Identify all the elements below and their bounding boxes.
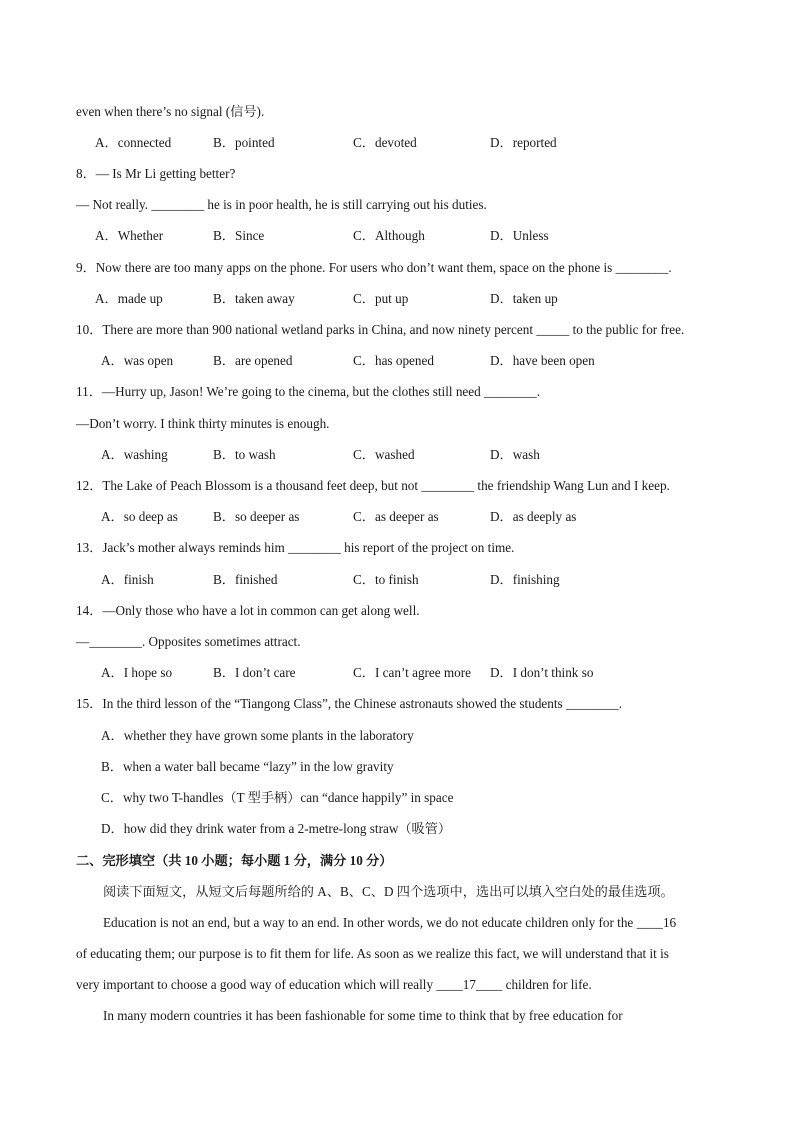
option-c: C．I can’t agree more <box>353 665 472 680</box>
option-b: B．pointed <box>213 135 275 150</box>
option-d: D．I don’t think so <box>490 665 594 680</box>
section-2-instruction: 阅读下面短文，从短文后每题所给的 A、B、C、D 四个选项中，选出可以填入空白处的最佳选项。 <box>103 884 674 899</box>
option-b: B．finished <box>213 572 278 587</box>
option-c: C．to finish <box>353 572 419 587</box>
passage-paragraph-1-line-2: of educating them; our purpose is to fit them for life. As soon as we realize this fact, we will understand that it is <box>76 946 669 961</box>
question-11-stem: 11．—Hurry up, Jason! We’re going to the cinema, but the clothes still need ________. <box>76 384 541 399</box>
question-14-reply: —________. Opposites sometimes attract. <box>76 634 301 649</box>
passage-paragraph-1-line-3: very important to choose a good way of education which will really ____17____ children for life. <box>76 977 592 992</box>
option-a: A．was open <box>101 353 174 368</box>
option-d: D．have been open <box>490 353 595 368</box>
option-b: B．so deeper as <box>213 509 300 524</box>
option-a: A．so deep as <box>101 509 178 524</box>
option-c: C．has opened <box>353 353 434 368</box>
option-b: B．Since <box>213 228 265 243</box>
option-a: A．I hope so <box>101 665 173 680</box>
question-8-stem: 8．— Is Mr Li getting better? <box>76 166 236 181</box>
option-c: C．devoted <box>353 135 417 150</box>
option-c: C．Although <box>353 228 425 243</box>
question-13-stem: 13．Jack’s mother always reminds him ________ his report of the project on time. <box>76 540 515 555</box>
question-11-reply: —Don’t worry. I think thirty minutes is enough. <box>76 416 330 431</box>
option-c: C．washed <box>353 447 415 462</box>
option-d: D．Unless <box>490 228 549 243</box>
question-8-reply: — Not really. ________ he is in poor health, he is still carrying out his duties. <box>76 197 487 212</box>
option-b: B．are opened <box>213 353 293 368</box>
option-c: C．as deeper as <box>353 509 439 524</box>
question-15-option-c: C．why two T-handles（T 型手柄）can “dance happily” in space <box>101 790 454 805</box>
passage-paragraph-1-line-1: Education is not an end, but a way to an end. In other words, we do not educate children only for the ____16 <box>103 915 677 930</box>
question-14-stem: 14．—Only those who have a lot in common can get along well. <box>76 603 420 618</box>
question-9-stem: 9．Now there are too many apps on the phone. For users who don’t want them, space on the phone is ________. <box>76 260 672 275</box>
question-7-stem-tail: even when there’s no signal (信号). <box>76 104 265 119</box>
question-15-option-b: B．when a water ball became “lazy” in the low gravity <box>101 759 394 774</box>
option-a: A．finish <box>101 572 154 587</box>
option-b: B．I don’t care <box>213 665 296 680</box>
passage-paragraph-2-line-1: In many modern countries it has been fashionable for some time to think that by free education for <box>103 1008 623 1023</box>
option-d: D．wash <box>490 447 540 462</box>
question-12-stem: 12．The Lake of Peach Blossom is a thousand feet deep, but not ________ the friendship Wang Lun and I keep. <box>76 478 670 493</box>
option-a: A．Whether <box>95 228 164 243</box>
option-d: D．finishing <box>490 572 560 587</box>
option-b: B．to wash <box>213 447 276 462</box>
option-a: A．washing <box>101 447 168 462</box>
section-2-heading: 二、完形填空（共 10 小题；每小题 1 分，满分 10 分） <box>76 853 393 868</box>
option-a: A．made up <box>95 291 163 306</box>
option-b: B．taken away <box>213 291 295 306</box>
question-15-option-d: D．how did they drink water from a 2-metre-long straw（吸管） <box>101 821 452 836</box>
option-a: A．connected <box>95 135 172 150</box>
option-d: D．reported <box>490 135 557 150</box>
question-15-stem: 15．In the third lesson of the “Tiangong Class”, the Chinese astronauts showed the students ________. <box>76 696 622 711</box>
option-c: C．put up <box>353 291 409 306</box>
option-d: D．taken up <box>490 291 558 306</box>
question-10-stem: 10．There are more than 900 national wetland parks in China, and now ninety percent _____ to the public for free. <box>76 322 685 337</box>
option-d: D．as deeply as <box>490 509 577 524</box>
question-15-option-a: A．whether they have grown some plants in the laboratory <box>101 728 414 743</box>
